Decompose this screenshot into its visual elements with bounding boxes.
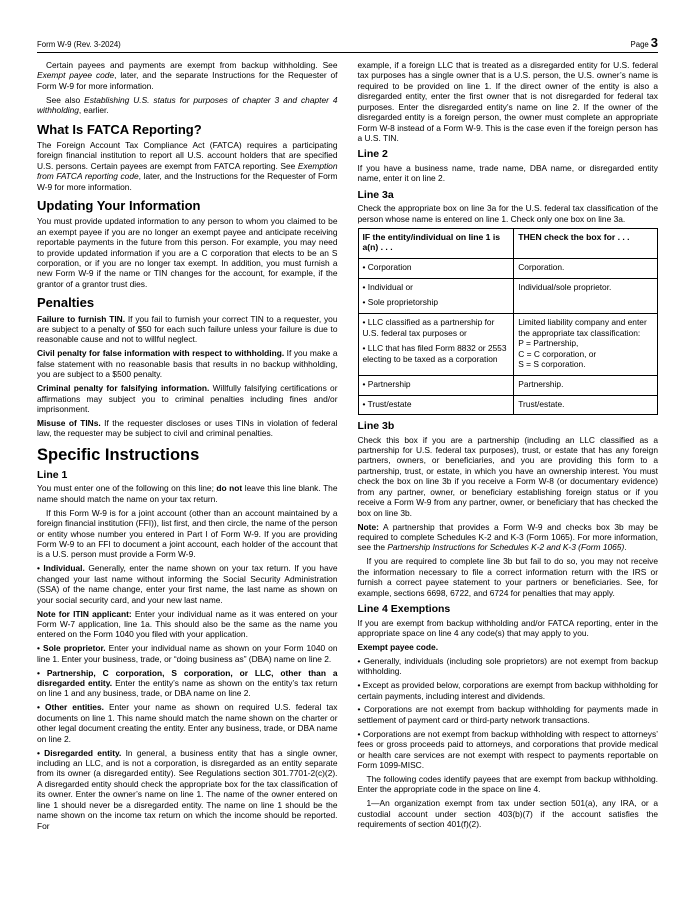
text-segment: If you have a business name, trade name, DBA name, or disregarded entity name, enter it on line 2. [357,162,658,184]
table-cell [514,314,658,376]
text-segment: Exemption from FATCA reporting code [37,160,338,182]
heading-line-3b: Line 3b [357,420,395,433]
text-segment: If you are exempt from backup withholding and/or FATCA reporting, enter in the appropriate space on line 4 any code(s) that may apply to you. [357,617,658,638]
page-word: Page [630,40,649,49]
text-segment: The Foreign Account Tax Compliance Act (FATCA) requires a participating foreign financial institution to report all U.S. account holders that are specified U.S. persons. Certain payees are exempt from FATCA reporting. See [37,139,338,171]
table-cell-line: • LLC that has filed Form 8832 or 2553 electing to be taxed as a corporation [362,343,507,364]
text-segment: If you make a false statement with no reasonable basis that results in no backup withholding, you are subject to a $500 penalty. [37,348,338,380]
paragraph [358,798,659,829]
paragraph [37,563,338,605]
paragraph [37,643,338,664]
table-cell [358,259,514,279]
text-segment: Check this box if you are a partnership (including an LLC classified as a partnership for U.S. federal tax purposes), trust, or estate that has any foreign partners, owners, or beneficiaries, and you are providing this form to a partnership, trust, or estate, in which you have an ownership interest. You must check the box on line 3b if you receive a Form W-8 (or documentary evidence) from any partner, owner, or beneficiary establishing foreign status or if you receive a Form W-9 from any partner, owner, or beneficiary that has checked the box on line 3b. [357,434,658,518]
paragraph [37,609,338,640]
table-cell-line: C = C corporation, or [518,348,597,359]
heading-penalties: Penalties [37,295,95,311]
text-segment: Criminal penalty for falsifying information. [37,383,210,394]
text-segment: A partnership that provides a Form W-9 and checks box 3b may be required to complete Schedules K-2 and K-3 (Form 1065). For more information, see the [357,521,658,553]
text-segment: • Except as provided below, corporations are exempt from backup withholding for certain payments, including interest and dividends. [357,680,658,701]
text-segment: See also [46,94,85,105]
table-cell [514,259,658,279]
table-cell-line: • Sole proprietorship [362,297,439,308]
text-segment: Note: [357,521,379,532]
paragraph [37,508,338,560]
paragraph [358,618,659,639]
table-cell-line: Limited liability company and enter the appropriate tax classification: [518,317,647,338]
text-segment: Misuse of TINs. [37,417,101,428]
table-header-row [358,228,658,259]
text-segment: If you are required to complete line 3b but fail to do so, you may not receive the information necessary to file a correct information return with the IRS or furnish a correct payee statement to your partners or beneficiaries. See, for example, sections 6698, 6722, and 6724 for penalties that may apply. [357,556,658,598]
table-cell [514,278,658,313]
text-segment: Certain payees and payments are exempt from backup withholding. See [46,60,338,70]
page-number: 3 [650,35,658,50]
table-cell [514,395,658,415]
text-segment: • Corporations are not exempt from backup withholding for payments made in settlement of payment card or third-party network transactions. [357,704,658,725]
paragraph [37,348,338,379]
table-row [358,375,658,395]
text-segment: If this Form W-9 is for a joint account (other than an account maintained by a foreign financial institution (FFI)), list first, and then circle, the name of the person or entity whose number you entered in Part I of Form W-9. If you are providing Form W-9 to an FFI to document a joint account, each holder of the account that is a U.S. person must provide a Form W-9. [37,507,338,560]
text-segment: Check the appropriate box on line 3a for the U.S. federal tax classification of the person whose name is entered on line 1. Check only one box on line 3a. [357,203,658,224]
heading-line-4-exemptions: Line 4 Exemptions [357,602,451,615]
table-cell-line: • Corporation [362,262,412,273]
paragraph [37,216,338,289]
text-segment: The following codes identify payees that are exempt from backup withholding. Enter the appropriate code in the space on line 4. [357,774,658,795]
heading-line-3a: Line 3a [357,188,394,201]
text-segment: , later, and the Instructions for the Requester of Form W-9 for more information. [37,171,338,192]
paragraph [358,163,659,184]
table-cell-line: Individual/sole proprietor. [518,281,612,292]
paragraph [358,704,659,725]
paragraph [358,203,659,224]
text-segment: If you fail to furnish your correct TIN to a requester, you are subject to a penalty of $50 for each such failure unless your failure is due to reasonable cause and not to willful neglect. [37,313,338,345]
paragraph [37,702,338,744]
table-header-cell: THEN check the box for . . . [514,228,658,259]
text-segment: example, if a foreign LLC that is treated as a disregarded entity for U.S. federal tax purposes has a single owner that is a U.S. person, the U.S. owner’s name is required to be provided on line 1. If the direct owner of the entity is also a disregarded entity, enter the first owner that is not disregarded for federal tax purposes. Enter the disregarded entity’s name on line 2. If the owner of the disregarded entity is a foreign person, the owner must complete an appropriate Form W-8 instead of a Form W-9. This is the case even if the foreign person has a U.S. TIN. [357,60,658,143]
text-segment: • Corporations are not exempt from backup withholding with respect to attorneys’ fees or gross proceeds paid to attorneys, and corporations that provide medical or health care services are not exempt with respect to payments reportable on Form 1099-MISC. [357,728,658,771]
table-cell [358,395,514,415]
left-column [37,60,338,834]
page-number-label [631,36,658,49]
paragraph [358,435,659,518]
table-cell-line: • Trust/estate [362,398,412,409]
table-cell-line: Partnership. [518,378,564,389]
text-segment: Establishing U.S. status for purposes of chapter 3 and chapter 4 withholding [37,94,338,116]
table-cell [358,314,514,376]
table-cell-line: • LLC classified as a partnership for U.S. federal tax purposes or [362,317,495,338]
paragraph [37,748,338,831]
paragraph [37,314,338,345]
text-segment: Failure to furnish TIN. [37,313,126,324]
table-row [358,278,658,313]
text-segment: Generally, enter the name shown on your tax return. If you have changed your last name without informing the Social Security Administration (SSA) of the name change, enter your first name, the last name as shown on your social security card, and your new last name. [37,563,338,605]
right-column [358,60,659,834]
text-segment: Note for ITIN applicant: [37,608,132,619]
paragraph [358,656,659,677]
paragraph [358,60,659,143]
table-cell-line: Corporation. [518,262,565,273]
text-segment: , earlier. [78,105,109,116]
text-segment: Willfully falsifying certifications or affirmations may subject you to criminal penalties including fines and/or imprisonment. [37,383,338,414]
paragraph [358,774,659,795]
text-segment: Enter your individual name as it was entered on your Form W-7 application, line 1a. This should also be the same as the name you entered on the Form 1040 you filed with your application. [37,608,338,640]
text-segment: do not [216,483,243,494]
text-segment: . [624,542,627,553]
text-segment: • Individual. [37,563,85,574]
text-segment: leave this line blank. The name should match the name on your tax return. [37,483,338,504]
text-segment: • Partnership, C corporation, S corporation, or LLC, other than a disregarded entity. [37,667,338,689]
text-segment: Exempt payee code. [357,641,439,652]
tax-classification-table [358,228,659,415]
paragraph [37,668,338,699]
paragraph [37,383,338,414]
paragraph [358,522,659,553]
text-segment: In general, a business entity that has a single owner, including an LLC, and is not a corporation, is disregarded as an entity separate from its owner (a disregarded entity). See Regulations section 301.7701-2(c)(2). A disregarded entity should check the appropriate box for the tax classification of its owner. Enter the owner’s name on line 1. The name of the owner entered on line 1 should never be a disregarded entity. The name on line 1 should be the name shown on the income tax return on which the income should be reported. For [37,747,338,831]
paragraph [358,642,659,652]
two-column-body [37,60,658,834]
paragraph [37,60,338,91]
text-segment: Exempt payee code [37,70,115,81]
paragraph [358,680,659,701]
text-segment: You must enter one of the following on this line; [37,483,217,494]
table-cell [358,375,514,395]
page-header [37,36,658,53]
table-cell-line: P = Partnership, [518,338,579,349]
form-revision-label: Form W-9 (Rev. 3-2024) [37,40,121,49]
text-segment: 1—An organization exempt from tax under section 501(a), any IRA, or a custodial account under section 403(b)(7) if the account satisfies the requirements of section 401(f)(2). [357,798,658,830]
text-segment: Enter your name as shown on required U.S. federal tax documents on line 1. This name should match the name shown on the charter or other legal document creating the entity. Enter any business, trade, or DBA name on line 2. [37,702,338,744]
heading-specific-instructions: Specific Instructions [37,445,200,464]
text-segment: • Disregarded entity. [37,747,122,758]
paragraph [37,95,338,116]
text-segment: Enter your individual name as shown on your Form 1040 on line 1. Enter your business, trade, or “doing business as” (DBA) name on line 2. [37,643,338,664]
text-segment: Partnership Instructions for Schedules K-2 and K-3 (Form 1065) [387,542,625,553]
text-segment: • Generally, individuals (including sole proprietors) are not exempt from backup withholding. [357,655,658,677]
table-row [358,314,658,376]
table-cell [358,278,514,313]
text-segment: , later, and the separate Instructions for the Requester of Form W-9 for more information. [37,70,338,91]
text-segment: • Sole proprietor. [37,643,106,654]
heading-updating-your-information: Updating Your Information [37,198,201,214]
paragraph [358,729,659,771]
paragraph [37,418,338,439]
table-cell-line: • Individual or [362,281,413,292]
paragraph [37,483,338,504]
table-cell-line: S = S corporation. [518,359,586,370]
table-row [358,259,658,279]
table-row [358,395,658,415]
heading-line-2: Line 2 [357,148,388,161]
text-segment: Civil penalty for false information with respect to withholding. [37,348,285,359]
table-cell [514,375,658,395]
heading-what-is-fatca-reporting: What Is FATCA Reporting? [37,121,202,137]
text-segment: • Other entities. [37,702,104,713]
text-segment: If the requester discloses or uses TINs in violation of federal law, the requester may be subject to civil and criminal penalties. [37,417,338,439]
table-cell-line: Trust/estate. [518,398,565,409]
paragraph [37,140,338,192]
heading-line-1: Line 1 [37,468,68,481]
table-cell-line: • Partnership [362,378,411,389]
paragraph [358,556,659,598]
table-header-cell: IF the entity/individual on line 1 is a(n) . . . [358,228,514,259]
text-segment: Enter the entity’s name as shown on the entity’s tax return on line 1 and any business, trade, or DBA name on line 2. [37,678,338,699]
text-segment: You must provide updated information to any person to whom you claimed to be an exempt payee if you are no longer an exempt payee and anticipate receiving reportable payments in the future from this person. For example, you may need to provide updated information if you are a C corporation that elects to be an S corporation, or if you are no longer tax exempt. In addition, you must furnish a new Form W-9 if the name or TIN changes for the account, for example, if the grantor of a grantor trust dies. [37,216,338,289]
